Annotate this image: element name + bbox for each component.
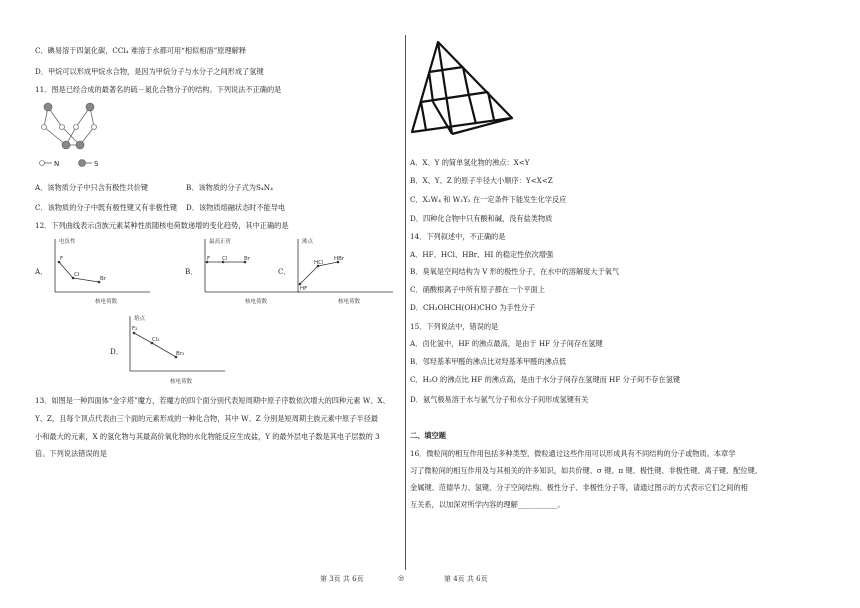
q14-option-d: D．CH₃OHCH(OH)CHO 为手性分子 — [410, 303, 536, 312]
chart-d-label: Br₂ — [176, 351, 185, 357]
chart-c-ylabel: 沸点 — [302, 239, 314, 245]
chart-d-label: F₂ — [132, 326, 138, 332]
chart-c-xlabel: 核电荷数 — [338, 299, 361, 305]
s-atom — [44, 103, 52, 111]
chart-d-point — [133, 332, 136, 335]
q14-option-c: C．硝酸根离子中所有原子都在一个平面上 — [410, 285, 545, 294]
q15-option-d: D．氨气极易溶于水与氨气分子和水分子间形成氢键有关 — [410, 395, 589, 404]
q11-option-d: D．该物质熔融状态时不能导电 — [186, 203, 286, 212]
q13-stem-line-2: Y、Z，且每个顶点代表由三个面的元素形成的一种化合物，其中 W、Z 分别是短周期主族元素中原子半径最 — [35, 414, 378, 423]
chart-b-label: Cl — [222, 256, 228, 262]
chart-d-xlabel: 核电荷数 — [170, 379, 193, 385]
q11-stem: 11．图是已经合成的最著名的硫－氮化合物分子的结构。下列说法不正确的是 — [35, 85, 282, 94]
chart-c-label: HCl — [314, 260, 324, 266]
column-divider — [405, 35, 406, 570]
q13-option-d: D．四种化合物中只有酸和碱，没有盐类物质 — [410, 214, 553, 223]
q16-line-4: 互关系，以加深对所学内容的理解___________。 — [410, 500, 565, 509]
chart-c-label: HF — [300, 286, 308, 292]
legend-s-label: S — [94, 160, 99, 168]
chart-a — [45, 234, 155, 306]
q13-option-b: B．X、Y、Z 的原子半径大小顺序：Y<X<Z — [410, 176, 553, 185]
pyramid-cube-figure — [408, 40, 520, 140]
footer-center-mark: ◎ — [398, 574, 405, 582]
q10-option-c: C．碘易溶于四氯化碳，CCl₄ 难溶于水都可用“相似相溶”原理解释 — [35, 46, 247, 55]
chart-d-label: Cl₂ — [152, 337, 160, 343]
chart-d-option: D． — [110, 347, 123, 356]
section-title: 二、填空题 — [410, 431, 446, 440]
q10-option-d: D．甲烷可以形成甲烷水合物，是因为甲烷分子与水分子之间形成了氢键 — [35, 67, 264, 76]
chart-b-label: Br — [244, 256, 251, 262]
q15-option-c: C．H₂O 的沸点比 HF 的沸点高，是由于水分子间存在氢键而 HF 分子间不存在氢键 — [410, 375, 681, 384]
q13-option-a: A．X、Y 的简单氢化物的沸点：X<Y — [410, 158, 530, 167]
chart-a-xlabel: 核电荷数 — [95, 299, 118, 305]
s-atom — [76, 141, 84, 149]
q15-stem: 15．下列说法中，错误的是 — [410, 322, 499, 331]
footer-right-page-number: 第 4页 共 6页 — [444, 575, 488, 583]
chart-b-ylabel: 最高正价 — [209, 239, 232, 245]
q12-stem: 12．下列曲线表示卤族元素某种性质随核电荷数递增的变化趋势，其中正确的是 — [35, 221, 289, 230]
chart-c — [288, 234, 398, 306]
q14-option-b: B．臭氧是空间结构为 V 形的极性分子，在水中的溶解度大于氧气 — [410, 267, 620, 276]
q16-line-2: 习了微粒间的相互作用及与其相关的许多知识，如共价键、σ 键、π 键、极性键、非极性键、离子键、配位键、 — [410, 466, 763, 475]
q11-option-b: B．该物质的分子式为S₄N₄ — [186, 183, 273, 192]
q13-stem-line-1: 13．如图是一种四面体“金字塔”魔方，若魔方的四个面分别代表短周期中原子序数依次增大的四种元素 W、X、 — [35, 396, 390, 405]
chart-d — [120, 311, 230, 387]
q14-stem: 14．下列叙述中，不正确的是 — [410, 232, 506, 241]
chart-b-label: F — [207, 256, 211, 262]
q13-stem-line-4: 倍。下列说法错误的是 — [35, 449, 107, 458]
legend-n-label: N — [54, 160, 60, 168]
chart-c-option: C． — [278, 267, 291, 276]
q11-option-c: C．该物质的分子中既有极性键又有非极性键 — [35, 203, 178, 212]
chart-b-option: B． — [185, 267, 198, 276]
chart-b-xlabel: 核电荷数 — [245, 299, 268, 305]
chart-c-point — [299, 283, 302, 286]
s-atom — [62, 141, 70, 149]
s-atom — [86, 103, 94, 111]
q13-option-c: C．X₂W₄ 和 W₂Y₂ 在一定条件下能发生化学反应 — [410, 195, 567, 204]
chart-a-label: Cl — [74, 272, 80, 278]
chart-c-label: HBr — [334, 256, 345, 262]
chart-a-label: Br — [100, 276, 107, 282]
q15-option-b: B．邻羟基苯甲醛的沸点比对羟基苯甲醛的沸点低 — [410, 357, 567, 366]
chart-a-option: A． — [35, 267, 48, 276]
q14-option-a: A．HF、HCl、HBr、HI 的稳定性依次增强 — [410, 250, 554, 259]
q12-charts — [35, 234, 405, 394]
chart-a-label: F — [60, 256, 64, 262]
chart-a-ylabel: 电负性 — [59, 239, 76, 245]
s4n4-structure-figure — [36, 97, 116, 172]
q13-stem-line-3: 小和最大的元素，X 的氢化物与其最高价氧化物的水化物能反应生成盐，Y 的最外层电子数是其电子层数的 3 — [35, 432, 380, 441]
q15-option-a: A．卤化氢中，HF 的沸点最高，是由于 HF 分子间存在氢键 — [410, 339, 603, 348]
q16-line-3: 金属键、范德华力、氢键、分子空间结构、极性分子、非极性分子等，请通过图示的方式表示它们之间的相 — [410, 483, 748, 492]
footer-left-page-number: 第 3页 共 6页 — [320, 575, 364, 583]
chart-d-ylabel: 熔点 — [134, 316, 146, 322]
q11-option-a: A．该物质分子中只含有极性共价键 — [35, 183, 149, 192]
q16-line-1: 16．微粒间的相互作用包括多种类型，微粒通过这些作用可以形成具有不同结构的分子或物质。本章学 — [410, 449, 736, 458]
